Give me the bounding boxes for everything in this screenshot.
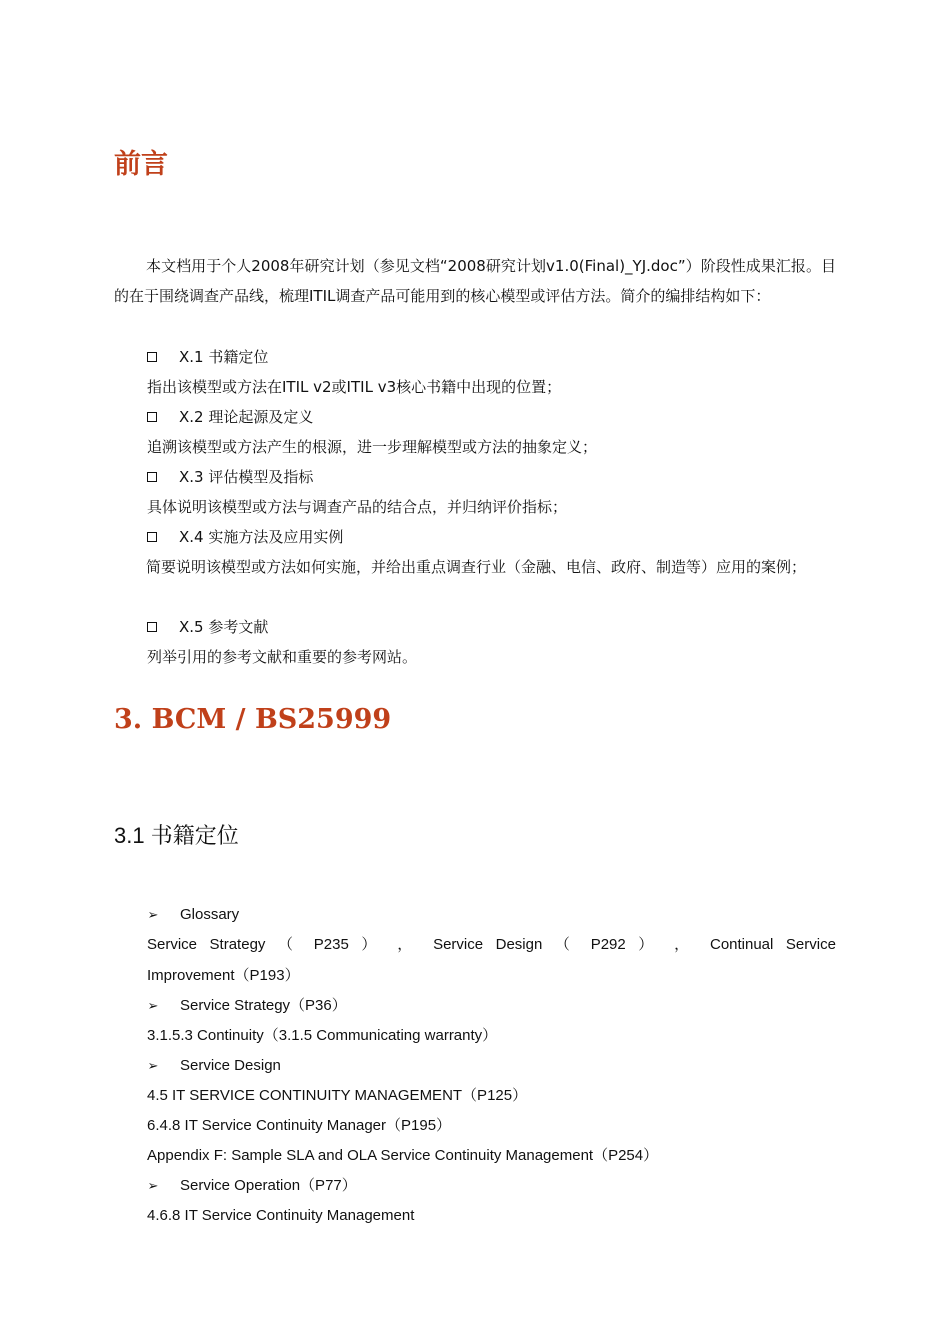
service-operation-label: Service Operation（P77）: [180, 1177, 357, 1194]
arrow-bullet-icon: ➢: [147, 998, 159, 1013]
service-design-bullet: [147, 1051, 281, 1081]
glossary-word: Service: [785, 936, 836, 953]
service-strategy-bullet: [147, 991, 347, 1021]
glossary-bullet: [147, 900, 239, 930]
service-operation-ref: 4.6.8 IT Service Continuity Management: [147, 1207, 415, 1224]
outline-item-desc-text: 简要说明该模型或方法如何实施，并给出重点调查行业（金融、电信、政府、制造等）应用的案例；: [146, 558, 807, 576]
checkbox-bullet-icon: [147, 472, 157, 482]
outline-item-x2: [147, 402, 313, 432]
preface-heading: 前言: [114, 149, 168, 180]
service-design-ref: 4.5 IT SERVICE CONTINUITY MANAGEMENT（P125）: [147, 1087, 528, 1104]
arrow-bullet-icon: ➢: [147, 1058, 159, 1073]
glossary-word: P235: [313, 936, 349, 953]
outline-item-label: X.2 理论起源及定义: [179, 408, 314, 426]
glossary-line-1: [147, 930, 836, 960]
glossary-word: Strategy: [209, 936, 266, 953]
glossary-line-2: Improvement（P193）: [147, 967, 300, 984]
checkbox-bullet-icon: [147, 412, 157, 422]
outline-item-label: X.4 实施方法及应用实例: [179, 528, 344, 546]
outline-item-desc: 指出该模型或方法在ITIL v2或ITIL v3核心书籍中出现的位置；: [147, 378, 562, 396]
checkbox-bullet-icon: [147, 622, 157, 632]
checkbox-bullet-icon: [147, 352, 157, 362]
service-strategy-ref: 3.1.5.3 Continuity（3.1.5 Communicating warranty）: [147, 1027, 498, 1044]
glossary-word: （: [554, 936, 579, 953]
glossary-word: P292: [590, 936, 626, 953]
outline-item-desc: 具体说明该模型或方法与调查产品的结合点，并归纳评价指标；: [147, 498, 568, 516]
section-3-heading: 3. BCM / BS25999: [114, 704, 392, 735]
outline-item-label: X.3 评估模型及指标: [179, 468, 314, 486]
service-design-label: Service Design: [180, 1057, 281, 1074]
preface-intro-text: 本文档用于个人2008年研究计划（参见文档“2008研究计划v1.0(Final)_YJ.doc”）阶段性成果汇报。目的在于围绕调查产品线，梳理ITIL调查产品可能用到的核心模型或评估方法。简介的编排结构如下：: [114, 257, 836, 305]
outline-item-x1: [147, 342, 268, 372]
outline-item-x3: [147, 462, 313, 492]
service-design-ref: Appendix F: Sample SLA and OLA Service Continuity Management（P254）: [147, 1147, 659, 1164]
glossary-word: Service: [433, 936, 484, 953]
outline-item-desc: 追溯该模型或方法产生的根源，进一步理解模型或方法的抽象定义；: [147, 438, 598, 456]
glossary-word: （: [277, 936, 302, 953]
outline-item-label: X.5 参考文献: [179, 618, 269, 636]
glossary-word: ，: [674, 936, 698, 953]
glossary-word: ）: [361, 936, 385, 953]
outline-item-desc: 列举引用的参考文献和重要的参考网站。: [147, 648, 418, 666]
arrow-bullet-icon: ➢: [147, 907, 159, 922]
outline-item-x5: [147, 612, 268, 642]
checkbox-bullet-icon: [147, 532, 157, 542]
arrow-bullet-icon: ➢: [147, 1178, 159, 1193]
outline-item-desc: [114, 552, 836, 582]
glossary-word: Continual: [709, 936, 774, 953]
service-strategy-label: Service Strategy（P36）: [180, 997, 347, 1014]
section-3-1-heading: 3.1 书籍定位: [114, 823, 239, 848]
glossary-label: Glossary: [180, 906, 240, 923]
preface-intro-paragraph: [114, 251, 836, 311]
outline-item-x4: [147, 522, 343, 552]
glossary-word: ）: [638, 936, 662, 953]
service-design-ref: 6.4.8 IT Service Continuity Manager（P195）: [147, 1117, 452, 1134]
glossary-word: ，: [397, 936, 421, 953]
service-operation-bullet: [147, 1171, 357, 1201]
outline-item-label: X.1 书籍定位: [179, 348, 269, 366]
glossary-word: Service: [147, 936, 198, 953]
glossary-word: Design: [495, 936, 543, 953]
